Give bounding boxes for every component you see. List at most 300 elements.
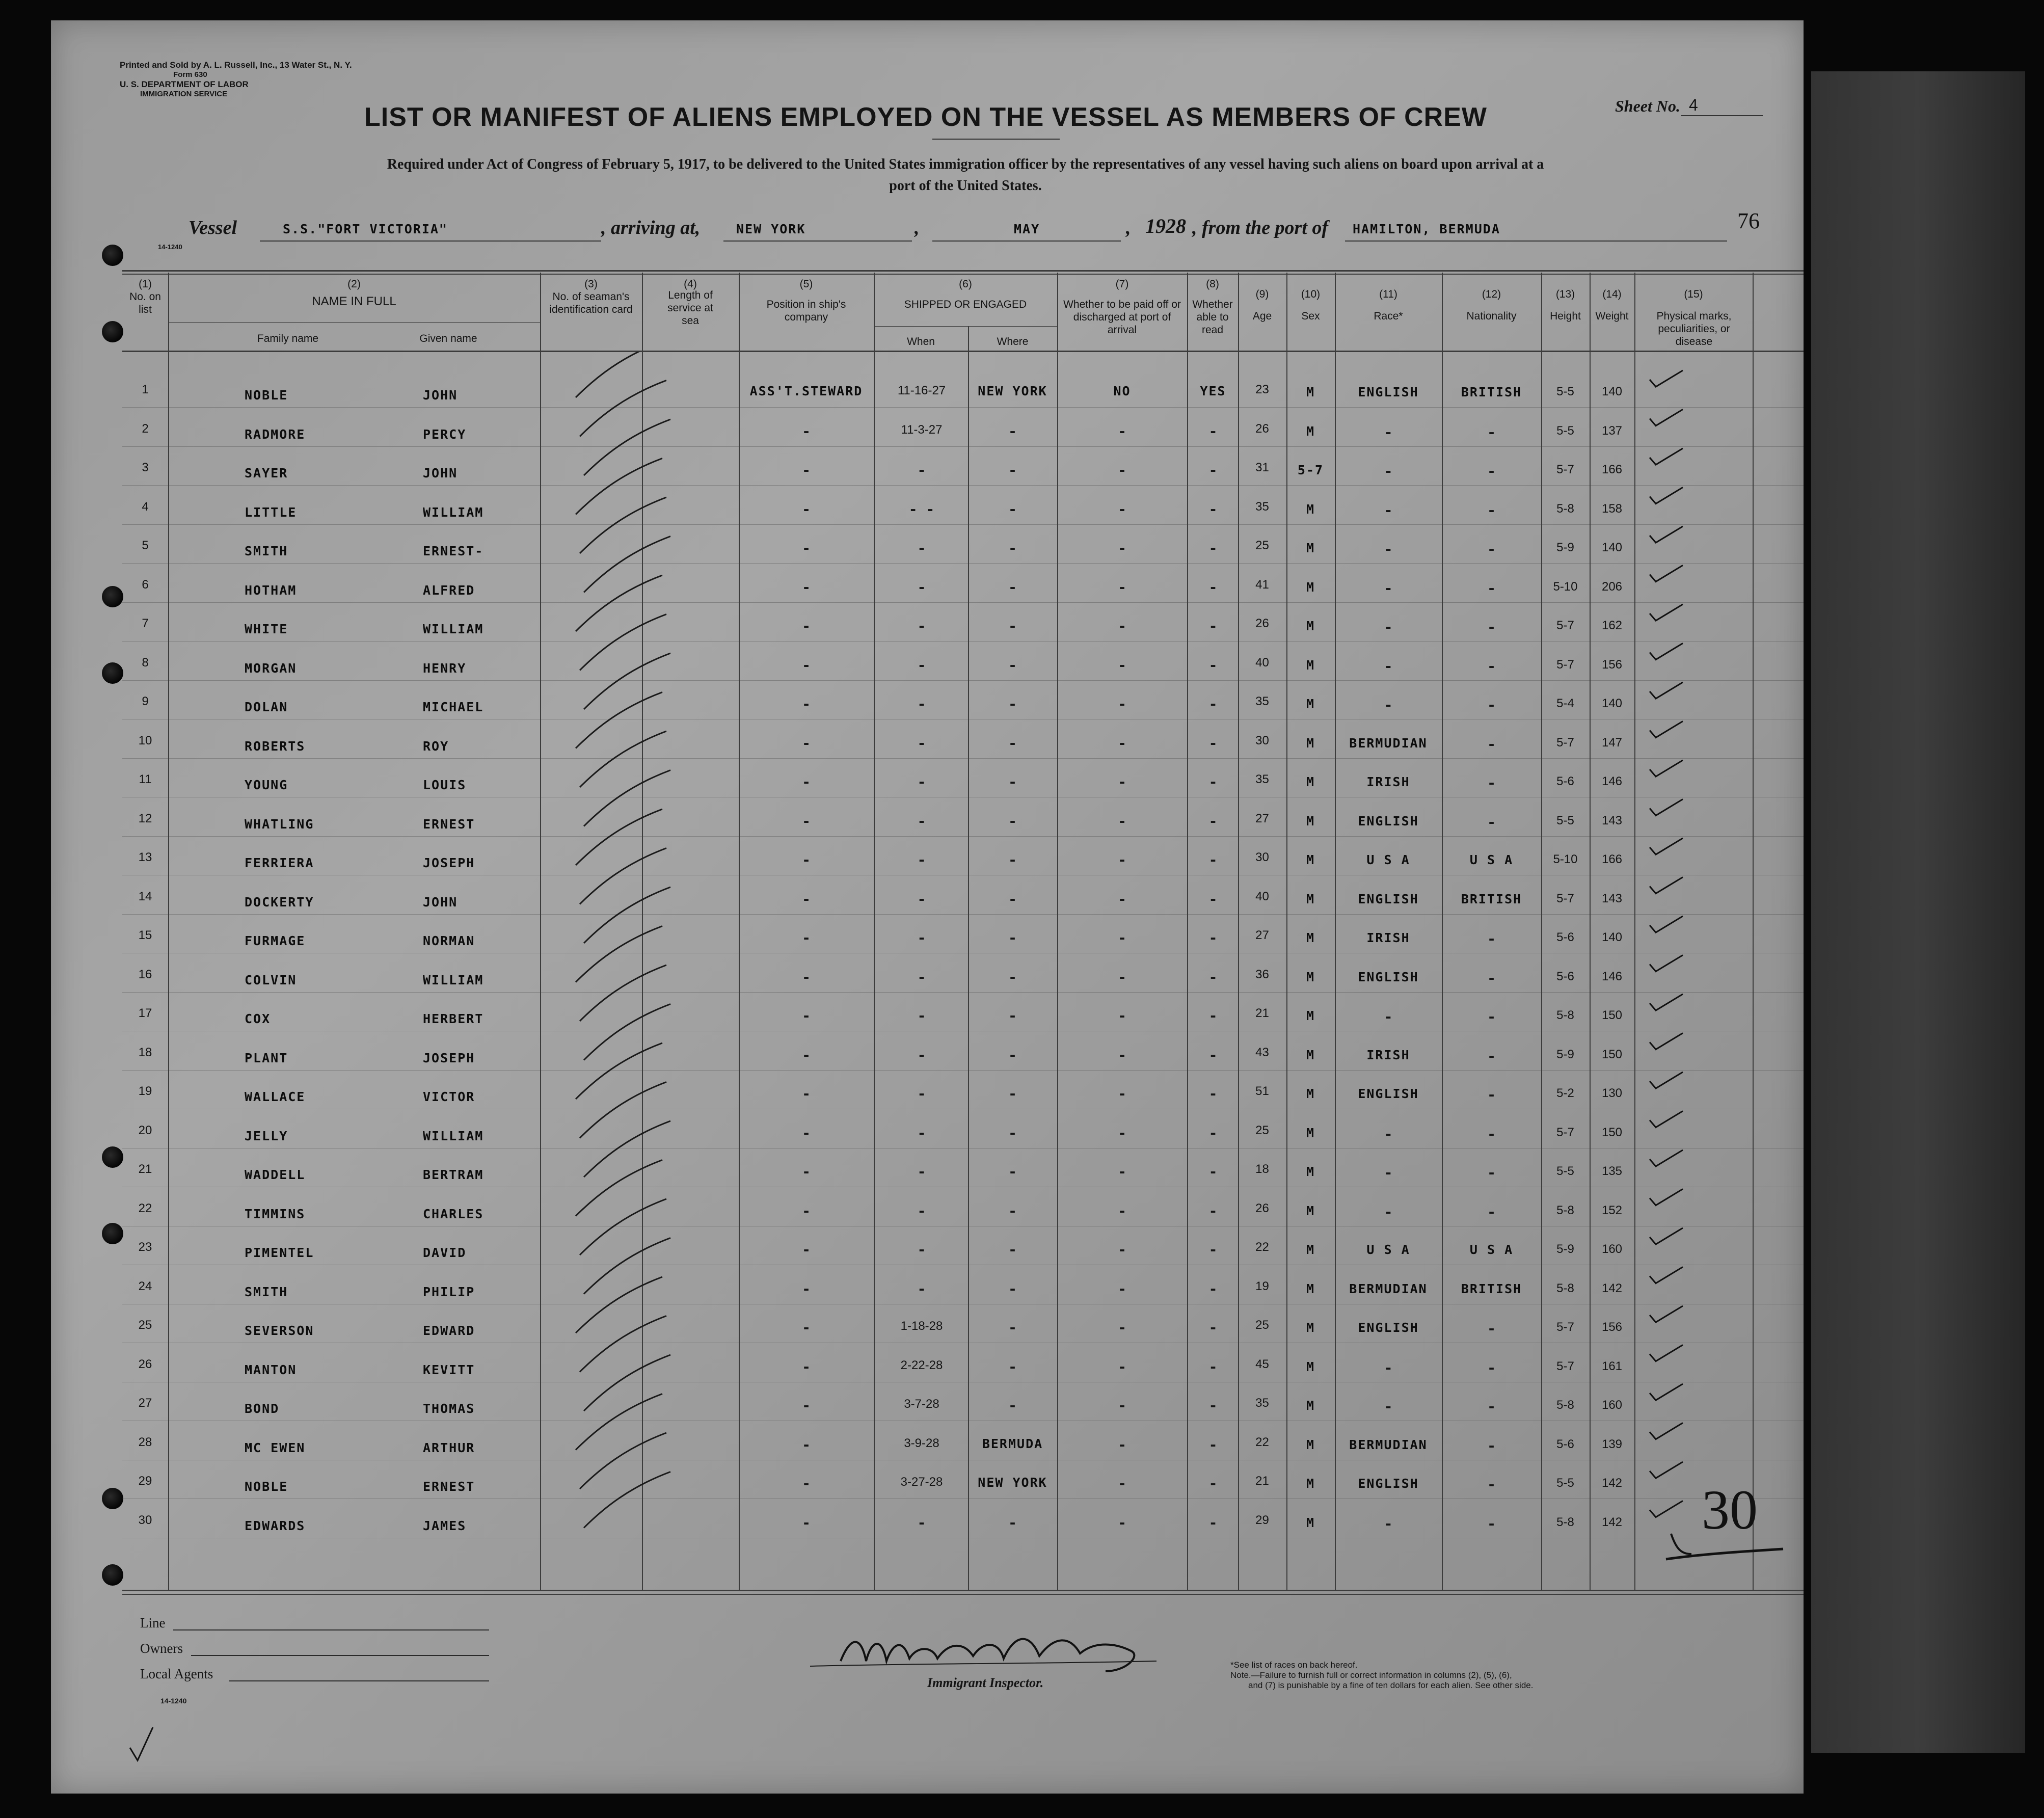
table-row [51, 1506, 1804, 1545]
given-name: PHILIP [423, 1284, 475, 1299]
row-number: 19 [138, 1084, 152, 1098]
race: BERMUDIAN [1349, 1281, 1428, 1296]
nationality: - [1487, 774, 1496, 791]
name-subheader-rule [168, 322, 540, 323]
sex: M [1306, 930, 1315, 945]
family-name: DOCKERTY [245, 894, 314, 910]
ship-position: - [802, 1202, 811, 1219]
ship-position: - [802, 618, 811, 634]
shipped-where: NEW YORK [978, 384, 1047, 398]
weight: 166 [1601, 463, 1623, 476]
family-name: FURMAGE [245, 933, 306, 948]
height: 5-5 [1556, 423, 1574, 438]
service: IMMIGRATION SERVICE [140, 90, 228, 98]
shipped-when: 2-22-28 [900, 1358, 943, 1372]
able-to-read: - [1208, 1163, 1218, 1180]
row-rule [122, 680, 1804, 681]
nationality: - [1487, 813, 1496, 831]
sex: M [1306, 813, 1315, 828]
race: - [1384, 501, 1393, 519]
row-number: 15 [138, 928, 152, 942]
row-number: 27 [138, 1396, 152, 1410]
col5-number: (5) [799, 278, 813, 290]
row-number: 4 [142, 499, 149, 514]
given-name: WILLIAM [423, 1128, 484, 1143]
shipped-when: - [917, 968, 926, 985]
arriving-port: NEW YORK [736, 222, 806, 236]
shipped-where: - [1008, 1358, 1017, 1375]
shipped-where: - [1008, 1241, 1017, 1258]
family-name: ROBERTS [245, 738, 306, 754]
col13-number: (13) [1555, 288, 1575, 300]
able-to-read: - [1208, 851, 1218, 868]
nationality: - [1487, 1437, 1496, 1454]
nationality: - [1487, 463, 1496, 479]
race: - [1384, 619, 1393, 635]
able-to-read: - [1208, 812, 1218, 830]
able-to-read: - [1208, 1514, 1218, 1531]
nationality: BRITISH [1461, 891, 1522, 906]
family-name: MANTON [245, 1362, 297, 1377]
footer-agents-label: Local Agents [140, 1666, 213, 1681]
note-penalty-2: and (7) is punishable by a fine of ten dollars for each alien. See other side. [1248, 1680, 1534, 1690]
form-number: Form 630 [173, 70, 207, 79]
ship-position: - [802, 696, 811, 712]
table-row [51, 531, 1804, 570]
sex: M [1306, 1437, 1315, 1452]
col2a-header: Family name [257, 333, 319, 344]
height: 5-6 [1556, 774, 1574, 788]
weight: 156 [1601, 657, 1623, 672]
height: 5-9 [1556, 541, 1574, 554]
race: - [1384, 657, 1393, 675]
ship-position: - [802, 1436, 811, 1453]
shipped-where: - [1008, 656, 1017, 674]
ship-position: - [802, 1319, 811, 1336]
given-name: JOHN [423, 466, 458, 480]
able-to-read: - [1208, 1007, 1218, 1024]
race: U S A [1366, 1242, 1410, 1257]
nationality: - [1487, 1203, 1496, 1220]
nationality: - [1487, 579, 1496, 597]
shipped-when: 11-16-27 [897, 384, 946, 397]
paid-off: - [1118, 773, 1126, 790]
nationality: U S A [1469, 852, 1514, 867]
row-rule [122, 446, 1804, 447]
sex: M [1306, 774, 1315, 789]
ship-position: - [802, 929, 811, 946]
able-to-read: - [1208, 1358, 1218, 1375]
given-name: EDWARD [423, 1323, 475, 1338]
age: 27 [1255, 811, 1269, 825]
able-to-read: - [1208, 1436, 1218, 1453]
row-number: 18 [138, 1045, 152, 1059]
inspector-label: Immigrant Inspector. [927, 1675, 1044, 1690]
footer-owners-rule [191, 1655, 489, 1656]
race: - [1384, 463, 1393, 479]
table-row [51, 1272, 1804, 1311]
comma: , [915, 217, 920, 238]
race: - [1384, 541, 1393, 557]
given-name: WILLIAM [423, 622, 484, 636]
race: IRISH [1366, 774, 1410, 789]
row-number: 22 [138, 1201, 152, 1215]
given-name: NORMAN [423, 933, 475, 948]
able-to-read: - [1208, 656, 1218, 674]
row-number: 1 [142, 383, 149, 396]
row-number: 16 [138, 967, 152, 981]
family-name: MORGAN [245, 660, 297, 676]
table-row [51, 960, 1804, 999]
table-row [51, 843, 1804, 882]
table-row [51, 883, 1804, 921]
col6b-header: Where [997, 336, 1029, 347]
department: U. S. DEPARTMENT OF LABOR [120, 79, 249, 89]
race: ENGLISH [1358, 385, 1419, 399]
sex: M [1306, 385, 1315, 399]
paid-off: - [1118, 1358, 1126, 1375]
table-bottom-rule-2 [122, 1594, 1804, 1595]
able-to-read: YES [1200, 384, 1226, 398]
weight: 143 [1601, 891, 1623, 905]
shipped-where: - [1008, 462, 1017, 478]
race: ENGLISH [1358, 969, 1419, 984]
nationality: - [1487, 423, 1496, 441]
height: 5-7 [1556, 619, 1574, 632]
height: 5-6 [1556, 1437, 1574, 1451]
shipped-when: - [917, 1163, 926, 1180]
race: - [1384, 423, 1393, 441]
race: ENGLISH [1358, 1086, 1419, 1101]
weight: 142 [1601, 1476, 1623, 1490]
nationality: - [1487, 657, 1496, 675]
nationality: - [1487, 930, 1496, 947]
shipped-when: - [917, 1202, 926, 1219]
age: 41 [1255, 577, 1269, 592]
ship-position: - [802, 1475, 811, 1492]
family-name: NOBLE [245, 388, 288, 403]
sex: M [1306, 579, 1315, 595]
height: 5-7 [1556, 735, 1574, 750]
height: 5-8 [1556, 1515, 1574, 1529]
paid-off: - [1118, 1124, 1126, 1141]
weight: 140 [1601, 697, 1623, 710]
col5-header: Position in ship's company [766, 299, 846, 324]
age: 36 [1255, 967, 1269, 981]
paid-off: - [1118, 1046, 1126, 1063]
row-number: 21 [138, 1162, 152, 1176]
paid-off: NO [1113, 384, 1131, 398]
weight: 161 [1601, 1359, 1623, 1373]
paid-off: - [1118, 1241, 1126, 1258]
shipped-when: - [917, 773, 926, 790]
nationality: - [1487, 969, 1496, 986]
from-rule [1345, 240, 1727, 242]
age: 45 [1255, 1357, 1269, 1371]
family-name: NOBLE [245, 1479, 288, 1494]
paid-off: - [1118, 1475, 1126, 1492]
row-number: 13 [138, 850, 152, 864]
family-name: PLANT [245, 1050, 288, 1065]
paid-off: - [1118, 1202, 1126, 1219]
weight: 140 [1601, 541, 1623, 554]
weight: 130 [1601, 1086, 1623, 1100]
row-number: 6 [142, 577, 149, 592]
able-to-read: - [1208, 773, 1218, 790]
table-bottom-rule [122, 1590, 1804, 1591]
given-name: THOMAS [423, 1401, 475, 1416]
col8-number: (8) [1206, 278, 1219, 290]
subtitle [176, 154, 1755, 197]
nationality: - [1487, 1125, 1496, 1142]
ship-position: - [802, 500, 811, 518]
age: 25 [1255, 1318, 1269, 1332]
nationality: - [1487, 735, 1496, 753]
col11-header: Race* [1374, 310, 1403, 322]
paid-off: - [1118, 851, 1126, 868]
given-name: ERNEST [423, 816, 475, 832]
paid-off: - [1118, 462, 1126, 478]
given-name: JOHN [423, 894, 458, 910]
race: - [1384, 1398, 1393, 1415]
given-name: CHARLES [423, 1206, 484, 1221]
col1-number: (1) [139, 278, 152, 290]
shipped-when: - [917, 734, 926, 752]
age: 31 [1255, 461, 1269, 474]
table-row [51, 1428, 1804, 1467]
shipped-where: - [1008, 1202, 1017, 1219]
height: 5-7 [1556, 1125, 1574, 1139]
given-name: JOSEPH [423, 855, 475, 870]
table-row [51, 376, 1804, 414]
col6-header: SHIPPED OR ENGAGED [904, 299, 1027, 310]
able-to-read: - [1208, 1280, 1218, 1297]
height: 5-5 [1556, 385, 1574, 398]
shipped-when: 1-18-28 [900, 1319, 943, 1333]
weight: 152 [1601, 1203, 1623, 1217]
table-row [51, 999, 1804, 1038]
shipped-when: - [917, 890, 926, 907]
weight: 137 [1601, 423, 1623, 438]
paid-off: - [1118, 1319, 1126, 1336]
shipped-where: BERMUDA [982, 1436, 1043, 1451]
height: 5-8 [1556, 501, 1574, 516]
row-number: 26 [138, 1357, 152, 1371]
col3-header: No. of seaman's identification card [549, 291, 633, 316]
able-to-read: - [1208, 462, 1218, 478]
ship-position: - [802, 1514, 811, 1531]
race: U S A [1366, 852, 1410, 867]
corner-check-mark [125, 1722, 160, 1768]
able-to-read: - [1208, 422, 1218, 440]
table-row [51, 1155, 1804, 1194]
able-to-read: - [1208, 696, 1218, 712]
footer-owners-label: Owners [140, 1641, 183, 1656]
height: 5-10 [1553, 852, 1578, 866]
weight: 146 [1601, 774, 1623, 788]
shipped-subheader-rule [874, 326, 1057, 327]
paid-off: - [1118, 578, 1126, 596]
given-name: BERTRAM [423, 1167, 484, 1182]
col14-header: Weight [1595, 310, 1629, 322]
shipped-where: - [1008, 422, 1017, 440]
height: 5-8 [1556, 1008, 1574, 1022]
ship-position: - [802, 578, 811, 596]
sex: M [1306, 1008, 1315, 1023]
family-name: SAYER [245, 466, 288, 480]
paid-off: - [1118, 1436, 1126, 1453]
race: BERMUDIAN [1349, 735, 1428, 751]
row-number: 30 [138, 1513, 152, 1527]
ship-position: - [802, 462, 811, 478]
weight: 150 [1601, 1047, 1623, 1061]
comma: , [1126, 217, 1131, 238]
col6-number: (6) [959, 278, 972, 290]
shipped-where: - [1008, 618, 1017, 634]
table-top-rule-2 [122, 274, 1804, 275]
footer-line-label: Line [140, 1615, 166, 1630]
family-name: SMITH [245, 1284, 288, 1299]
shipped-where: - [1008, 968, 1017, 985]
col2-header: NAME IN FULL [312, 295, 396, 308]
family-name: WADDELL [245, 1167, 306, 1182]
ship-position: - [802, 1280, 811, 1297]
table-row [51, 1350, 1804, 1389]
shipped-where: - [1008, 734, 1017, 752]
height: 5-6 [1556, 969, 1574, 983]
shipped-where: - [1008, 1514, 1017, 1531]
note-races: *See list of races on back hereof. [1230, 1660, 1358, 1670]
row-number: 24 [138, 1279, 152, 1293]
sex: M [1306, 852, 1315, 867]
sheet-number: 4 [1689, 96, 1698, 114]
age: 21 [1255, 1006, 1269, 1020]
ship-position: ASS'T.STEWARD [749, 384, 863, 398]
row-rule [122, 836, 1804, 837]
weight: 143 [1601, 813, 1623, 827]
given-name: MICHAEL [423, 700, 484, 714]
ship-position: - [802, 1124, 811, 1141]
paid-off: - [1118, 540, 1126, 556]
family-name: COLVIN [245, 972, 297, 987]
row-number: 2 [142, 421, 149, 436]
ship-position: - [802, 734, 811, 752]
col7-header: Whether to be paid off or discharged at port of arrival [1063, 299, 1181, 336]
weight: 206 [1601, 579, 1623, 594]
height: 5-7 [1556, 463, 1574, 476]
paid-off: - [1118, 1514, 1126, 1531]
shipped-where: - [1008, 890, 1017, 907]
paid-off: - [1118, 1007, 1126, 1024]
row-number: 25 [138, 1318, 152, 1332]
title-rule [932, 139, 1060, 140]
ship-position: - [802, 890, 811, 907]
ship-position: - [802, 1046, 811, 1063]
shipped-when: - [917, 929, 926, 946]
nationality: BRITISH [1461, 1281, 1522, 1296]
race: IRISH [1366, 930, 1410, 945]
age: 43 [1255, 1045, 1269, 1059]
weight: 142 [1601, 1515, 1623, 1529]
table-row [51, 649, 1804, 687]
sex: M [1306, 1398, 1315, 1413]
able-to-read: - [1208, 1085, 1218, 1102]
able-to-read: - [1208, 734, 1218, 752]
table-row [51, 1077, 1804, 1116]
able-to-read: - [1208, 1397, 1218, 1414]
table-row [51, 1038, 1804, 1077]
table-row [51, 765, 1804, 804]
given-name: WILLIAM [423, 504, 484, 520]
weight: 150 [1601, 1008, 1623, 1022]
sex: M [1306, 1281, 1315, 1296]
family-name: BOND [245, 1401, 280, 1416]
sex: M [1306, 1476, 1315, 1491]
shipped-where: - [1008, 851, 1017, 868]
height: 5-7 [1556, 1359, 1574, 1373]
subtitle-line-1: Required under Act of Congress of February 5, 1917, to be delivered to the United States immigration officer by the representatives of any vessel having such aliens on board upon arrival at a [387, 156, 1544, 172]
col13-header: Height [1550, 310, 1581, 322]
race: - [1384, 697, 1393, 713]
weight: 156 [1601, 1320, 1623, 1334]
card-number-slashes [540, 352, 744, 1590]
shipped-when: - [917, 1085, 926, 1102]
shipped-when: - [917, 462, 926, 478]
given-name: HERBERT [423, 1011, 484, 1026]
age: 40 [1255, 655, 1269, 670]
col15-number: (15) [1684, 288, 1703, 300]
able-to-read: - [1208, 618, 1218, 634]
col15-header: Physical marks, peculiarities, or disease [1656, 310, 1732, 348]
shipped-where: - [1008, 1124, 1017, 1141]
able-to-read: - [1208, 540, 1218, 556]
sex: M [1306, 541, 1315, 555]
race: ENGLISH [1358, 1476, 1419, 1491]
nationality: - [1487, 619, 1496, 635]
height: 5-5 [1556, 813, 1574, 827]
shipped-when: - [917, 1124, 926, 1141]
row-rule [122, 563, 1804, 564]
family-name: RADMORE [245, 426, 306, 442]
able-to-read: - [1208, 1202, 1218, 1219]
family-name: EDWARDS [245, 1518, 306, 1533]
race: - [1384, 1203, 1393, 1220]
row-number: 10 [138, 733, 152, 747]
family-name: JELLY [245, 1128, 288, 1143]
sex: M [1306, 1086, 1315, 1101]
height: 5-10 [1553, 579, 1578, 594]
nationality: - [1487, 1164, 1496, 1181]
paid-off: - [1118, 890, 1126, 907]
height: 5-7 [1556, 1320, 1574, 1334]
able-to-read: - [1208, 1241, 1218, 1258]
age: 27 [1255, 928, 1269, 942]
paid-off: - [1118, 696, 1126, 712]
shipped-when: - [917, 1241, 926, 1258]
row-number: 3 [142, 461, 149, 474]
height: 5-6 [1556, 930, 1574, 944]
nationality: - [1487, 1086, 1496, 1103]
height: 5-8 [1556, 1398, 1574, 1412]
race: ENGLISH [1358, 813, 1419, 828]
shipped-when: - [917, 618, 926, 634]
col7-number: (7) [1115, 278, 1129, 290]
shipped-where: - [1008, 812, 1017, 830]
age: 40 [1255, 889, 1269, 903]
family-name: WALLACE [245, 1089, 306, 1104]
family-name: WHATLING [245, 816, 314, 832]
shipped-when: - [917, 696, 926, 712]
